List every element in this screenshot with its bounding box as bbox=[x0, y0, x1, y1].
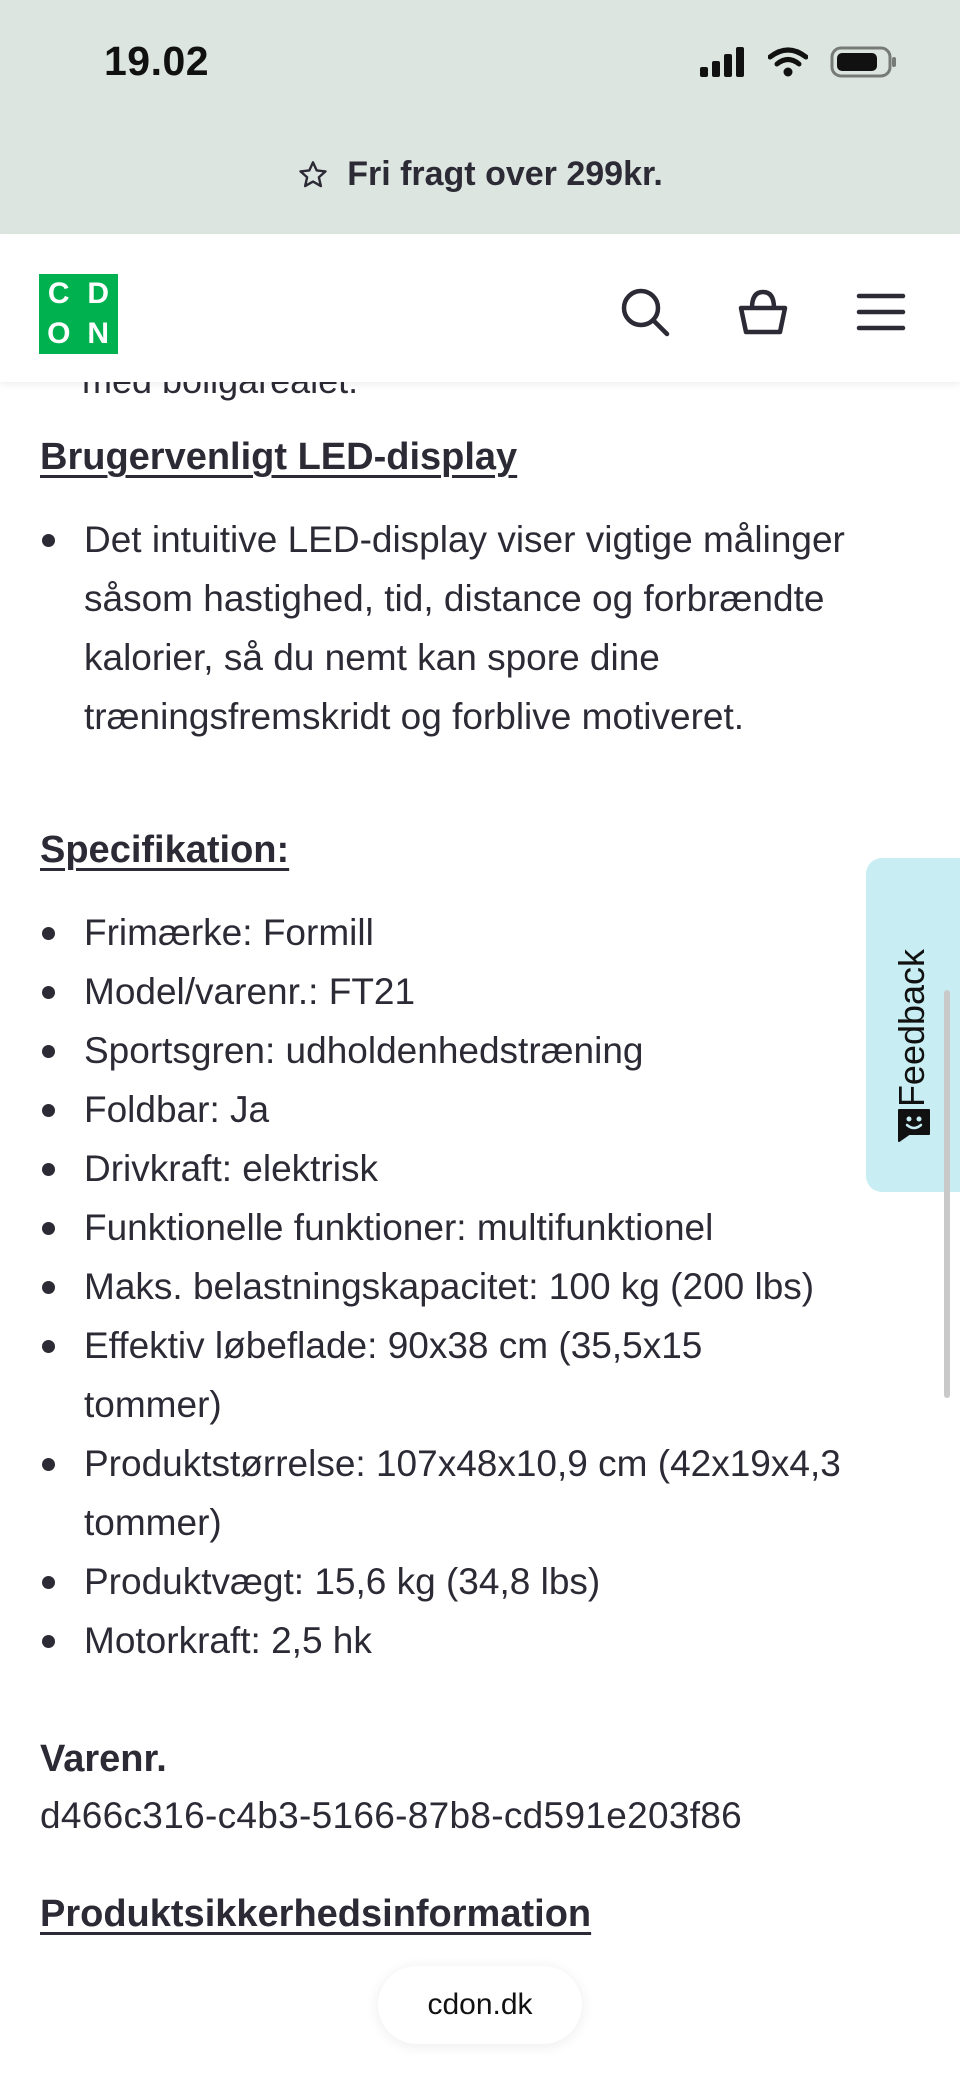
promo-text: Fri fragt over 299kr. bbox=[347, 155, 663, 193]
spec-bullet-list bbox=[40, 903, 920, 1670]
wifi-icon bbox=[768, 47, 808, 77]
led-section-heading: Brugervenligt LED-display bbox=[40, 436, 518, 478]
varenr-label: Varenr. bbox=[40, 1738, 167, 1780]
list-item: Funktionelle funktioner: multifunktionel bbox=[40, 1198, 920, 1257]
list-item: Produktstørrelse: 107x48x10,9 cm (42x19x4,3 tommer) bbox=[40, 1434, 920, 1552]
logo-letter: C bbox=[47, 277, 70, 310]
menu-icon[interactable] bbox=[853, 284, 909, 340]
product-safety-link[interactable]: Produktsikkerhedsinformation bbox=[40, 1893, 592, 1935]
status-time: 19.02 bbox=[104, 38, 210, 84]
led-bullet-list bbox=[40, 510, 890, 746]
list-item: Det intuitive LED-display viser vigtige målinger såsom hastighed, tid, distance og forbrændte kalorier, så du nemt kan spore dine træningsfremskridt og forblive motiveret. bbox=[40, 510, 890, 746]
list-item: Maks. belastningskapacitet: 100 kg (200 lbs) bbox=[40, 1257, 920, 1316]
logo-letter: D bbox=[87, 277, 110, 310]
scrollbar[interactable] bbox=[944, 990, 950, 1398]
basket-icon[interactable] bbox=[735, 284, 791, 340]
url-text: cdon.dk bbox=[427, 1988, 533, 2021]
list-item: Drivkraft: elektrisk bbox=[40, 1139, 920, 1198]
battery-icon bbox=[830, 46, 898, 78]
browser-url-pill[interactable] bbox=[378, 1966, 582, 2044]
list-item: Model/varenr.: FT21 bbox=[40, 962, 920, 1021]
list-item: Produktvægt: 15,6 kg (34,8 lbs) bbox=[40, 1552, 920, 1611]
spec-section-heading: Specifikation: bbox=[40, 829, 290, 871]
logo-letter: O bbox=[47, 317, 71, 350]
varenr-value: d466c316-c4b3-5166-87b8-cd591e203f86 bbox=[40, 1795, 743, 1836]
logo-letter: N bbox=[87, 317, 110, 350]
search-icon[interactable] bbox=[617, 284, 673, 340]
smiley-icon bbox=[895, 1106, 933, 1142]
site-header bbox=[0, 234, 960, 382]
signal-icon bbox=[700, 47, 746, 77]
top-banner bbox=[0, 0, 960, 234]
list-item: Sportsgren: udholdenhedstræning bbox=[40, 1021, 920, 1080]
list-item: Foldbar: Ja bbox=[40, 1080, 920, 1139]
cdon-logo[interactable] bbox=[39, 274, 118, 354]
list-item: Effektiv løbeflade: 90x38 cm (35,5x15 tommer) bbox=[40, 1316, 920, 1434]
status-icons bbox=[700, 46, 898, 78]
list-item: Motorkraft: 2,5 hk bbox=[40, 1611, 920, 1670]
star-icon bbox=[297, 159, 329, 191]
list-item: Frimærke: Formill bbox=[40, 903, 920, 962]
promo-banner bbox=[0, 155, 960, 194]
feedback-label: Feedback bbox=[891, 948, 932, 1108]
